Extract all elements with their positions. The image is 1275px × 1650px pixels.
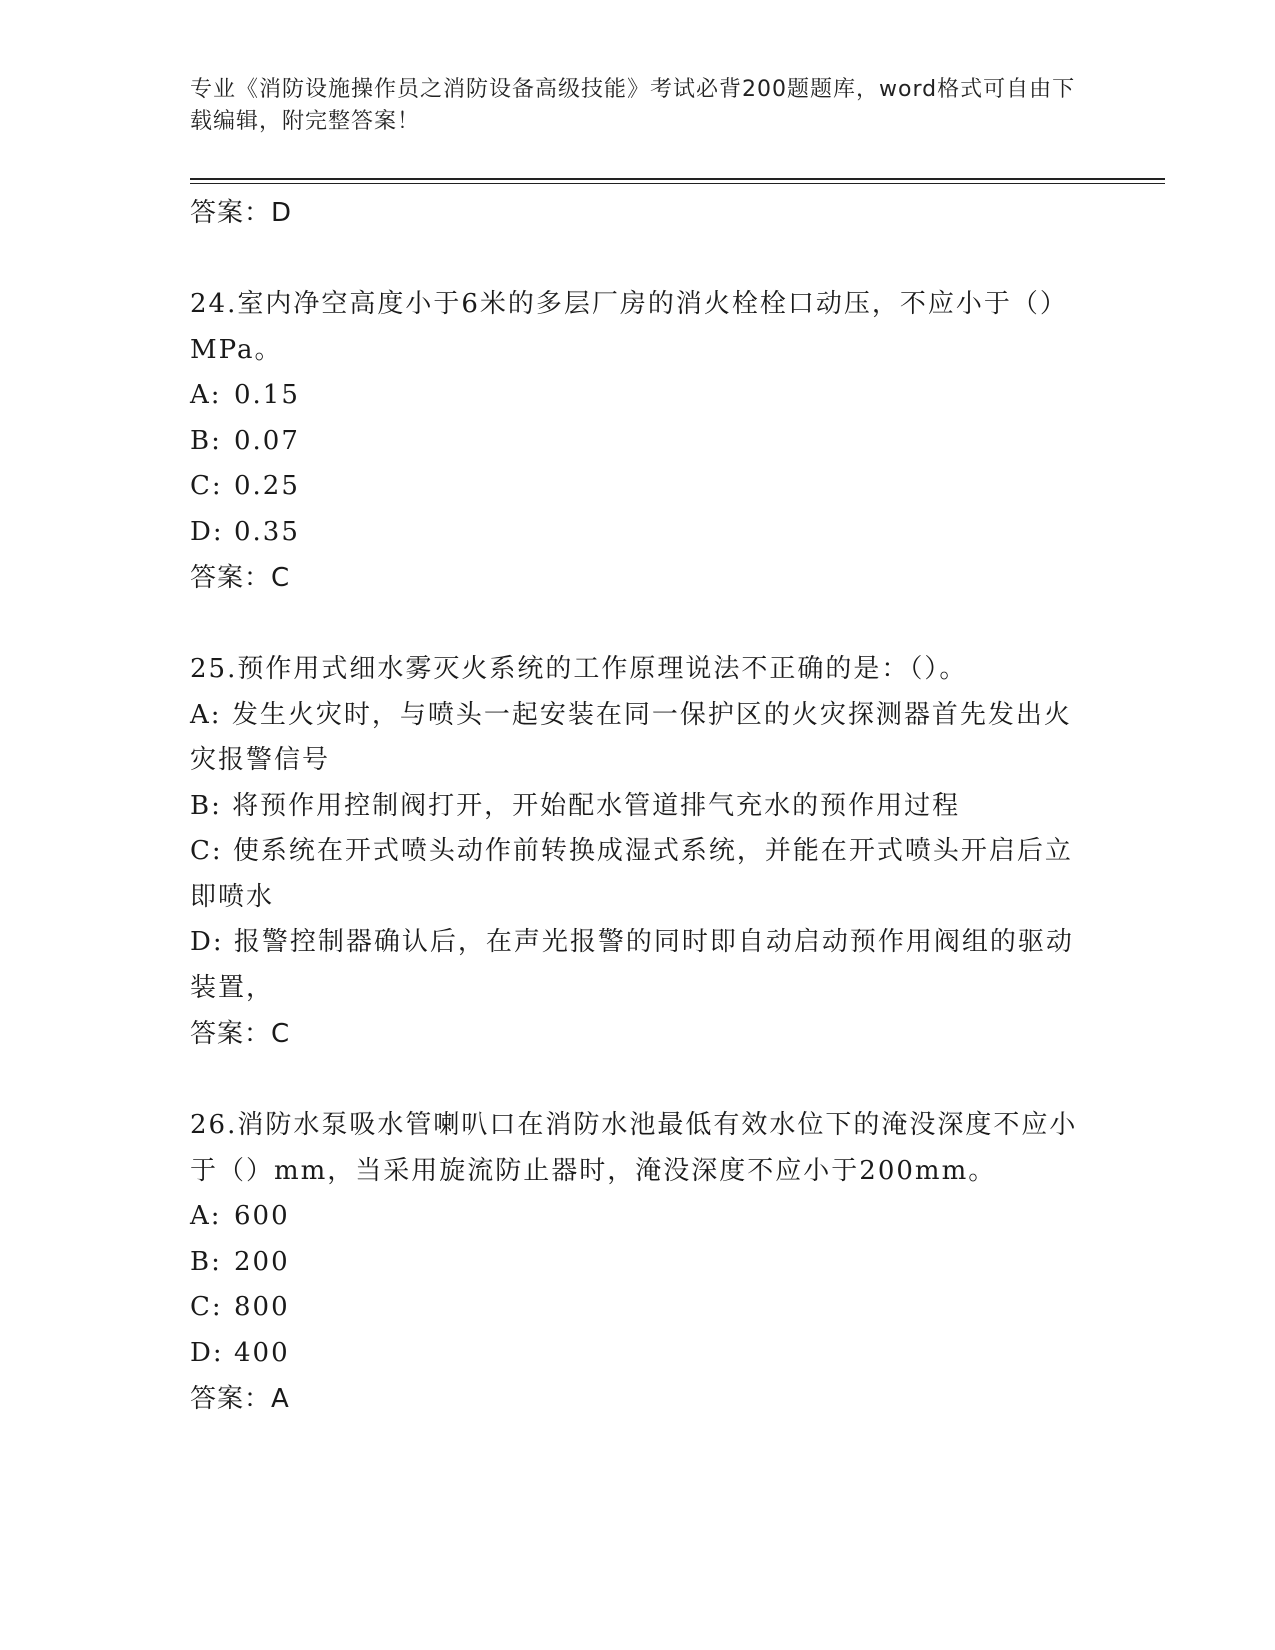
answer-line: 答案：C	[190, 563, 291, 593]
option-key: B:	[190, 1246, 222, 1277]
option-text: 0.25	[234, 471, 300, 501]
answer-line: 答案：A	[190, 1384, 290, 1414]
option-c	[190, 464, 1090, 510]
option-d	[190, 920, 1090, 1011]
question-stem: 25.预作用式细水雾灭火系统的工作原理说法不正确的是：（）。	[190, 654, 968, 684]
option-key: C:	[190, 836, 223, 866]
option-a	[190, 1194, 1090, 1240]
option-c	[190, 829, 1090, 920]
option-key: A:	[190, 1201, 222, 1231]
option-b	[190, 1240, 1090, 1286]
option-text: 800	[234, 1292, 290, 1322]
option-text: 400	[234, 1337, 290, 1368]
option-key: D:	[190, 927, 224, 957]
question-stem: 26.消防水泵吸水管喇叭口在消防水池最低有效水位下的淹没深度不应小于（）mm，当采用旋流防止器时，淹没深度不应小于200mm。	[190, 1110, 1078, 1186]
option-d	[190, 1331, 1090, 1377]
option-key: B:	[190, 425, 222, 456]
option-key: D:	[190, 516, 224, 547]
question-24	[190, 282, 1090, 601]
option-key: C:	[190, 1292, 223, 1322]
option-key: A:	[190, 380, 222, 410]
option-b	[190, 784, 1090, 830]
option-key: D:	[190, 1337, 224, 1368]
option-a	[190, 373, 1090, 419]
header-divider-thin	[190, 183, 1165, 184]
option-text: 使系统在开式喷头动作前转换成湿式系统，并能在开式喷头开启后立即喷水	[190, 836, 1073, 912]
option-text: 600	[234, 1201, 290, 1231]
header-divider-thick	[190, 178, 1165, 180]
option-text: 0.15	[234, 380, 300, 410]
option-c	[190, 1285, 1090, 1331]
answer-line: 答案：C	[190, 1019, 291, 1049]
document-body	[190, 190, 1090, 1422]
option-text: 将预作用控制阀打开，开始配水管道排气充水的预作用过程	[232, 790, 961, 821]
option-text: 报警控制器确认后，在声光报警的同时即自动启动预作用阀组的驱动装置，	[190, 927, 1074, 1003]
option-d	[190, 510, 1090, 556]
document-header: 专业《消防设施操作员之消防设备高级技能》考试必背200题题库，word格式可自由下载编辑，附完整答案！	[190, 77, 1076, 134]
question-26	[190, 1103, 1090, 1422]
question-25	[190, 647, 1090, 1057]
option-key: C:	[190, 471, 223, 501]
question-stem: 24.室内净空高度小于6米的多层厂房的消火栓栓口动压，不应小于（）MPa。	[190, 289, 1068, 365]
option-text: 0.07	[234, 425, 300, 456]
answer-line: 答案：D	[190, 198, 293, 228]
option-text: 200	[234, 1246, 290, 1277]
option-text: 0.35	[234, 516, 300, 547]
option-key: A:	[190, 699, 222, 730]
option-key: B:	[190, 790, 222, 821]
option-b	[190, 419, 1090, 465]
option-text: 发生火灾时，与喷头一起安装在同一保护区的火灾探测器首先发出火灾报警信号	[190, 699, 1072, 775]
option-a	[190, 693, 1090, 784]
